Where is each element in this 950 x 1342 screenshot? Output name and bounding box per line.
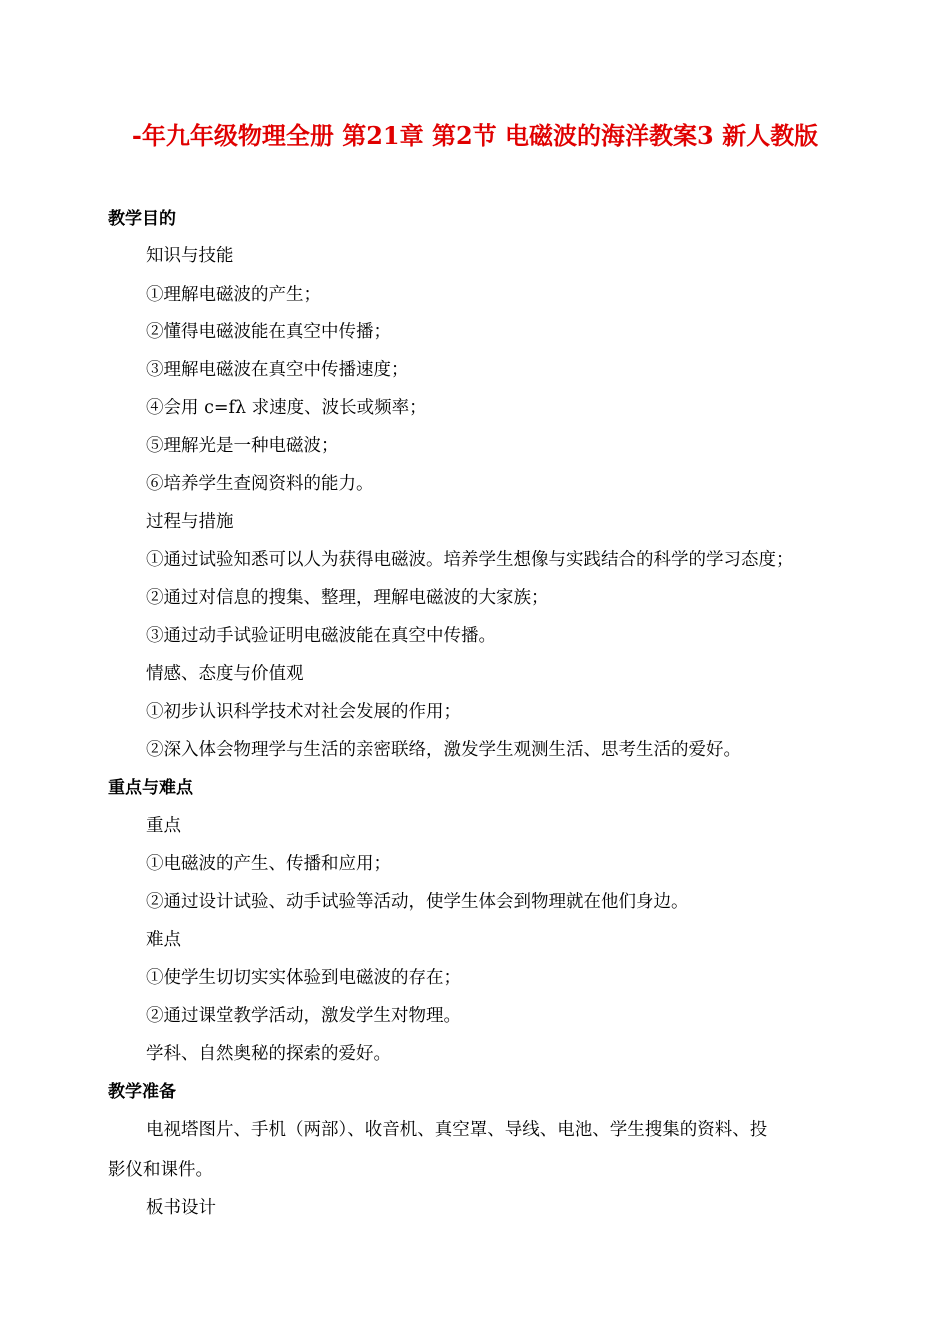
section-heading-key-points: 重点与难点 [108,778,193,798]
focus-item-2: ②通过设计试验、动手试验等活动，使学生体会到物理就在他们身边。 [146,892,689,912]
board-design-heading: 板书设计 [146,1198,216,1218]
knowledge-item-2: ②懂得电磁波能在真空中传播； [146,322,391,342]
document-title: -年九年级物理全册 第21章 第2节 电磁波的海洋教案3 新人教版 [131,121,819,150]
difficulty-item-1: ①使学生切切实实体验到电磁波的存在； [146,968,461,988]
subheading-knowledge-skills: 知识与技能 [146,246,234,266]
section-heading-objectives: 教学目的 [108,209,176,229]
subheading-focus: 重点 [146,816,181,836]
knowledge-item-3: ③理解电磁波在真空中传播速度； [146,360,409,380]
difficulty-item-2: ②通过课堂教学活动，激发学生对物理。 [146,1006,461,1026]
preparation-line-1: 电视塔图片、手机（两部）、收音机、真空罩、导线、电池、学生搜集的资料、投 [146,1120,768,1140]
emotion-item-2: ②深入体会物理学与生活的亲密联络，激发学生观测生活、思考生活的爱好。 [146,740,741,760]
knowledge-item-4: ④会用 c=fλ 求速度、波长或频率； [146,398,427,418]
subheading-process-methods: 过程与措施 [146,512,234,532]
focus-item-1: ①电磁波的产生、传播和应用； [146,854,391,874]
process-item-2: ②通过对信息的搜集、整理，理解电磁波的大家族； [146,588,549,608]
difficulty-item-3: 学科、自然奥秘的探索的爱好。 [146,1044,391,1064]
knowledge-item-1: ①理解电磁波的产生； [146,285,321,305]
process-item-1: ①通过试验知悉可以人为获得电磁波。培养学生想像与实践结合的科学的学习态度； [146,550,794,570]
knowledge-item-5: ⑤理解光是一种电磁波； [146,436,339,456]
preparation-line-2: 影仪和课件。 [108,1160,213,1180]
subheading-difficulty: 难点 [146,930,181,950]
section-heading-preparation: 教学准备 [108,1082,176,1102]
subheading-emotion-values: 情感、态度与价值观 [146,664,304,684]
emotion-item-1: ①初步认识科学技术对社会发展的作用； [146,702,461,722]
process-item-3: ③通过动手试验证明电磁波能在真空中传播。 [146,626,496,646]
knowledge-item-6: ⑥培养学生查阅资料的能力。 [146,474,374,494]
